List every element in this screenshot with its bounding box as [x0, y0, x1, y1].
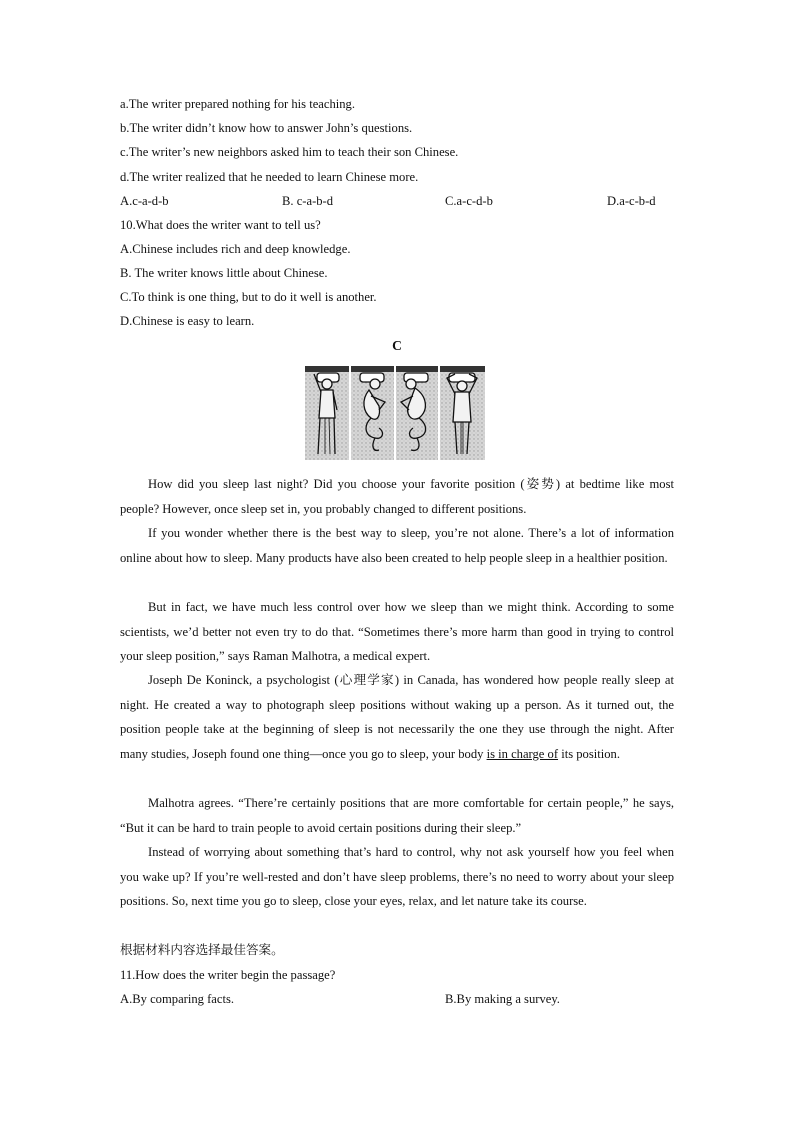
q9-item-a: a.The writer prepared nothing for his teaching.	[120, 97, 355, 111]
paragraph-2: If you wonder whether there is the best way to sleep, you’re not alone. There’s a lot of information online about how to sleep. Many products have also been created to help people sleep in a healthier position.	[120, 526, 674, 565]
q9-item-b: b.The writer didn’t know how to answer John’s questions.	[120, 121, 413, 135]
q9-option-d[interactable]: D.a-c-b-d	[607, 194, 656, 208]
q11-option-a[interactable]: A.By comparing facts.	[120, 992, 235, 1006]
q10-option-b[interactable]: B. The writer knows little about Chinese.	[120, 266, 328, 280]
q9-option-a[interactable]: A.c-a-d-b	[120, 194, 169, 208]
instruction: 根据材料内容选择最佳答案。	[120, 942, 284, 957]
q10-option-a[interactable]: A.Chinese includes rich and deep knowledge.	[120, 242, 351, 256]
q11-stem: 11.How does the writer begin the passage?	[120, 968, 336, 982]
section-heading: C	[392, 338, 402, 353]
paragraph-4-text-start: Joseph De Koninck, a psychologist (心理学家) in Canada, has wondered how people really sleep at night. He created a way to photograph sleep positions without waking up a person. As it turned out, the position people take at the beginning of sleep is not necessarily the one they use through the night. After many studies, Joseph found one thing—once you go to sleep, your body	[120, 673, 674, 761]
q10-option-c[interactable]: C.To think is one thing, but to do it well is another.	[120, 290, 377, 304]
paragraph-4	[120, 668, 674, 766]
underlined-phrase: is in charge of	[486, 746, 559, 761]
paragraph-3: But in fact, we have much less control over how we sleep than we might think. According to some scientists, we’d better not even try to do that. “Sometimes there’s more harm than good in trying to control your sleep position,” says Raman Malhotra, a medical expert.	[120, 600, 674, 663]
paragraph-4-text-end: its position.	[558, 746, 620, 761]
sleep-positions-illustration	[305, 366, 485, 460]
q10-option-d[interactable]: D.Chinese is easy to learn.	[120, 314, 255, 328]
paragraph-5: Malhotra agrees. “There’re certainly positions that are more comfortable for certain people,” he says, “But it can be hard to train people to avoid certain positions during their sleep.”	[120, 796, 674, 835]
q10-stem: 10.What does the writer want to tell us?	[120, 218, 321, 232]
q9-option-b[interactable]: B. c-a-b-d	[282, 194, 334, 208]
q9-item-c: c.The writer’s new neighbors asked him to teach their son Chinese.	[120, 145, 459, 159]
q11-option-b[interactable]: B.By making a survey.	[445, 992, 560, 1006]
q9-option-c[interactable]: C.a-c-d-b	[445, 194, 493, 208]
paragraph-1: How did you sleep last night? Did you choose your favorite position (姿势) at bedtime like most people? However, once sleep set in, you probably changed to different positions.	[120, 477, 674, 516]
q9-item-d: d.The writer realized that he needed to learn Chinese more.	[120, 170, 419, 184]
paragraph-6: Instead of worrying about something that’s hard to control, why not ask yourself how you feel when you wake up? If you’re well-rested and don’t have sleep problems, there’s no need to worry about your sleep positions. So, next time you go to sleep, close your eyes, relax, and let nature take its course.	[120, 845, 674, 908]
